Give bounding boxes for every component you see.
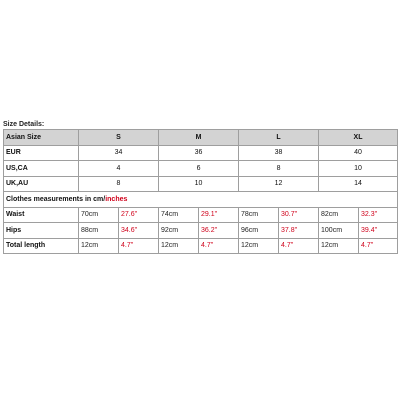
inch-value: 4.7"	[119, 238, 159, 254]
size-row-us-ca	[4, 161, 398, 177]
row-label: US,CA	[4, 161, 79, 177]
size-value: 6	[159, 161, 239, 177]
size-value: 40	[319, 145, 398, 161]
inch-value: 4.7"	[279, 238, 319, 254]
size-value: 12	[239, 176, 319, 192]
size-value: 34	[79, 145, 159, 161]
row-label: Waist	[4, 207, 79, 223]
size-value: 8	[79, 176, 159, 192]
size-value: 36	[159, 145, 239, 161]
section-inches-highlight: inches	[105, 195, 128, 203]
measurements-section-row	[4, 192, 398, 208]
section-prefix: Clothes measurements in cm/	[6, 195, 106, 203]
size-value: 14	[319, 176, 398, 192]
size-value: 10	[159, 176, 239, 192]
inch-value: 36.2"	[199, 223, 239, 239]
cm-value: 88cm	[79, 223, 119, 239]
size-chart-table	[3, 129, 398, 254]
size-s-header: S	[79, 130, 159, 146]
size-row-uk-au	[4, 176, 398, 192]
size-value: 8	[239, 161, 319, 177]
inch-value: 27.6"	[119, 207, 159, 223]
size-xl-header: XL	[319, 130, 398, 146]
inch-value: 29.1"	[199, 207, 239, 223]
size-value: 4	[79, 161, 159, 177]
size-m-header: M	[159, 130, 239, 146]
inch-value: 4.7"	[199, 238, 239, 254]
asian-size-label: Asian Size	[4, 130, 79, 146]
size-details-title: Size Details:	[3, 121, 45, 128]
cm-value: 96cm	[239, 223, 279, 239]
size-value: 38	[239, 145, 319, 161]
cm-value: 12cm	[319, 238, 359, 254]
size-value: 10	[319, 161, 398, 177]
measurements-section-heading	[4, 192, 398, 208]
cm-value: 92cm	[159, 223, 199, 239]
size-header-row	[4, 130, 398, 146]
row-label: EUR	[4, 145, 79, 161]
row-label: UK,AU	[4, 176, 79, 192]
measure-row-hips	[4, 223, 398, 239]
inch-value: 34.6"	[119, 223, 159, 239]
inch-value: 37.8"	[279, 223, 319, 239]
row-label: Hips	[4, 223, 79, 239]
row-label: Total length	[4, 238, 79, 254]
cm-value: 100cm	[319, 223, 359, 239]
cm-value: 70cm	[79, 207, 119, 223]
measure-row-total-length	[4, 238, 398, 254]
inch-value: 30.7"	[279, 207, 319, 223]
inch-value: 4.7"	[359, 238, 398, 254]
measure-row-waist	[4, 207, 398, 223]
cm-value: 12cm	[79, 238, 119, 254]
cm-value: 12cm	[239, 238, 279, 254]
size-row-eur	[4, 145, 398, 161]
inch-value: 32.3"	[359, 207, 398, 223]
cm-value: 78cm	[239, 207, 279, 223]
cm-value: 12cm	[159, 238, 199, 254]
cm-value: 82cm	[319, 207, 359, 223]
size-l-header: L	[239, 130, 319, 146]
inch-value: 39.4"	[359, 223, 398, 239]
cm-value: 74cm	[159, 207, 199, 223]
